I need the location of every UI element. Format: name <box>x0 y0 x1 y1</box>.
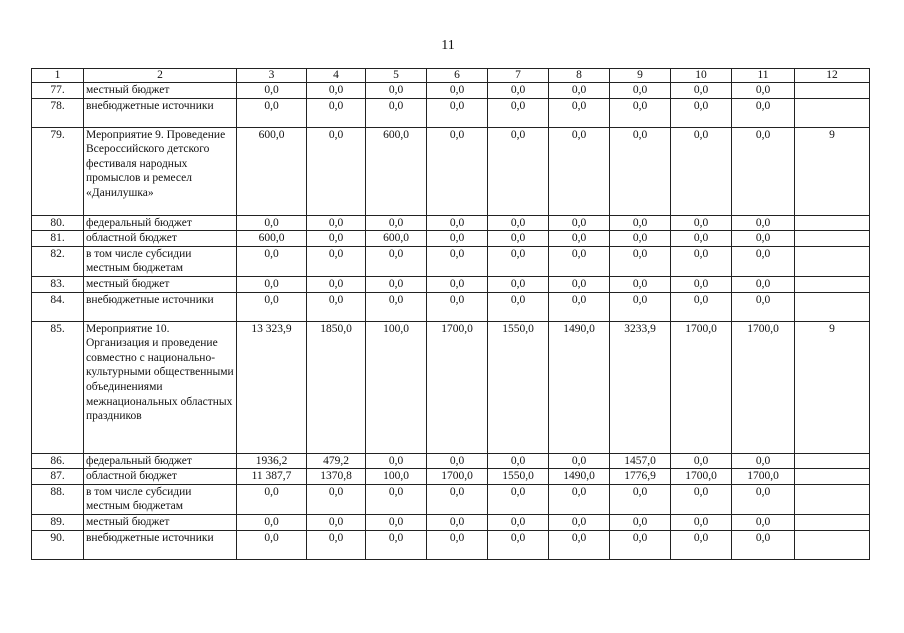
value-cell: 0,0 <box>549 530 610 559</box>
value-cell: 0,0 <box>671 127 732 215</box>
value-cell: 0,0 <box>732 514 795 530</box>
column-header: 5 <box>366 69 427 83</box>
value-cell: 1700,0 <box>732 469 795 485</box>
value-cell: 0,0 <box>488 231 549 247</box>
value-cell: 0,0 <box>427 453 488 469</box>
row-name: областной бюджет <box>84 231 237 247</box>
value-cell: 1936,2 <box>237 453 307 469</box>
value-cell: 0,0 <box>488 215 549 231</box>
value-cell: 0,0 <box>610 98 671 127</box>
value-cell: 0,0 <box>610 246 671 276</box>
value-cell: 0,0 <box>366 98 427 127</box>
table-row <box>32 484 870 514</box>
value-cell: 0,0 <box>427 530 488 559</box>
value-cell: 479,2 <box>307 453 366 469</box>
row-number: 84. <box>32 292 84 321</box>
table-row <box>32 321 870 453</box>
value-cell: 0,0 <box>366 484 427 514</box>
value-cell: 0,0 <box>549 453 610 469</box>
column-header: 4 <box>307 69 366 83</box>
row-name: федеральный бюджет <box>84 215 237 231</box>
value-cell: 0,0 <box>549 246 610 276</box>
value-cell: 100,0 <box>366 469 427 485</box>
value-cell: 1550,0 <box>488 469 549 485</box>
value-cell: 0,0 <box>610 83 671 99</box>
value-cell: 0,0 <box>732 127 795 215</box>
table-row <box>32 215 870 231</box>
note-cell <box>795 530 870 559</box>
value-cell: 0,0 <box>488 246 549 276</box>
value-cell: 600,0 <box>237 127 307 215</box>
column-header: 2 <box>84 69 237 83</box>
note-cell: 9 <box>795 127 870 215</box>
value-cell: 0,0 <box>671 98 732 127</box>
value-cell: 0,0 <box>671 530 732 559</box>
budget-table <box>31 68 870 560</box>
value-cell: 0,0 <box>307 127 366 215</box>
column-header: 3 <box>237 69 307 83</box>
column-header: 1 <box>32 69 84 83</box>
column-header: 12 <box>795 69 870 83</box>
value-cell: 13 323,9 <box>237 321 307 453</box>
value-cell: 0,0 <box>732 246 795 276</box>
value-cell: 0,0 <box>610 231 671 247</box>
value-cell: 0,0 <box>610 484 671 514</box>
value-cell: 0,0 <box>307 231 366 247</box>
value-cell: 0,0 <box>427 246 488 276</box>
value-cell: 0,0 <box>671 276 732 292</box>
value-cell: 600,0 <box>366 127 427 215</box>
value-cell: 1490,0 <box>549 469 610 485</box>
value-cell: 0,0 <box>549 98 610 127</box>
value-cell: 0,0 <box>671 514 732 530</box>
value-cell: 0,0 <box>732 231 795 247</box>
column-header: 11 <box>732 69 795 83</box>
value-cell: 0,0 <box>307 246 366 276</box>
value-cell: 0,0 <box>732 276 795 292</box>
header-row <box>32 69 870 83</box>
value-cell: 0,0 <box>366 292 427 321</box>
value-cell: 0,0 <box>237 246 307 276</box>
value-cell: 0,0 <box>307 292 366 321</box>
value-cell: 1700,0 <box>671 469 732 485</box>
value-cell: 0,0 <box>366 276 427 292</box>
value-cell: 0,0 <box>366 530 427 559</box>
value-cell: 0,0 <box>307 215 366 231</box>
value-cell: 0,0 <box>732 453 795 469</box>
value-cell: 0,0 <box>307 98 366 127</box>
table-row <box>32 276 870 292</box>
column-header: 10 <box>671 69 732 83</box>
value-cell: 0,0 <box>307 514 366 530</box>
value-cell: 0,0 <box>427 231 488 247</box>
row-name: федеральный бюджет <box>84 453 237 469</box>
value-cell: 0,0 <box>237 292 307 321</box>
value-cell: 0,0 <box>549 215 610 231</box>
row-number: 77. <box>32 83 84 99</box>
value-cell: 0,0 <box>549 127 610 215</box>
value-cell: 0,0 <box>671 292 732 321</box>
value-cell: 0,0 <box>427 98 488 127</box>
value-cell: 1700,0 <box>427 321 488 453</box>
value-cell: 0,0 <box>307 83 366 99</box>
value-cell: 11 387,7 <box>237 469 307 485</box>
value-cell: 0,0 <box>427 292 488 321</box>
value-cell: 0,0 <box>610 292 671 321</box>
value-cell: 0,0 <box>427 514 488 530</box>
column-header: 7 <box>488 69 549 83</box>
note-cell <box>795 98 870 127</box>
note-cell <box>795 231 870 247</box>
note-cell <box>795 484 870 514</box>
row-name: Мероприятие 10. Организация и проведение совместно с национально-культурными общественными объединениями межнациональных областных праздников <box>84 321 237 453</box>
row-name: внебюджетные источники <box>84 530 237 559</box>
value-cell: 0,0 <box>671 484 732 514</box>
row-number: 86. <box>32 453 84 469</box>
value-cell: 100,0 <box>366 321 427 453</box>
row-number: 79. <box>32 127 84 215</box>
value-cell: 0,0 <box>549 231 610 247</box>
note-cell <box>795 453 870 469</box>
value-cell: 0,0 <box>488 276 549 292</box>
value-cell: 0,0 <box>488 292 549 321</box>
row-number: 82. <box>32 246 84 276</box>
value-cell: 0,0 <box>549 514 610 530</box>
row-name: внебюджетные источники <box>84 98 237 127</box>
value-cell: 0,0 <box>610 514 671 530</box>
value-cell: 0,0 <box>427 127 488 215</box>
row-number: 89. <box>32 514 84 530</box>
value-cell: 0,0 <box>237 530 307 559</box>
table-row <box>32 98 870 127</box>
value-cell: 0,0 <box>366 453 427 469</box>
value-cell: 1490,0 <box>549 321 610 453</box>
value-cell: 0,0 <box>237 215 307 231</box>
row-name: в том числе субсидии местным бюджетам <box>84 246 237 276</box>
value-cell: 1700,0 <box>732 321 795 453</box>
table-row <box>32 469 870 485</box>
value-cell: 0,0 <box>549 83 610 99</box>
note-cell <box>795 469 870 485</box>
value-cell: 0,0 <box>237 276 307 292</box>
row-number: 88. <box>32 484 84 514</box>
value-cell: 0,0 <box>549 292 610 321</box>
value-cell: 0,0 <box>366 514 427 530</box>
value-cell: 0,0 <box>671 231 732 247</box>
value-cell: 0,0 <box>488 83 549 99</box>
note-cell <box>795 292 870 321</box>
value-cell: 0,0 <box>488 484 549 514</box>
note-cell: 9 <box>795 321 870 453</box>
column-header: 9 <box>610 69 671 83</box>
value-cell: 0,0 <box>237 98 307 127</box>
value-cell: 0,0 <box>671 83 732 99</box>
note-cell <box>795 246 870 276</box>
row-name: в том числе субсидии местным бюджетам <box>84 484 237 514</box>
table-row <box>32 514 870 530</box>
value-cell: 0,0 <box>307 276 366 292</box>
value-cell: 0,0 <box>610 530 671 559</box>
table-row <box>32 530 870 559</box>
table-row <box>32 127 870 215</box>
row-name: местный бюджет <box>84 83 237 99</box>
value-cell: 0,0 <box>671 453 732 469</box>
column-header: 6 <box>427 69 488 83</box>
value-cell: 0,0 <box>610 276 671 292</box>
row-number: 85. <box>32 321 84 453</box>
column-header: 8 <box>549 69 610 83</box>
value-cell: 0,0 <box>237 514 307 530</box>
value-cell: 1700,0 <box>427 469 488 485</box>
note-cell <box>795 276 870 292</box>
value-cell: 600,0 <box>237 231 307 247</box>
row-name: местный бюджет <box>84 514 237 530</box>
value-cell: 0,0 <box>671 246 732 276</box>
value-cell: 0,0 <box>427 276 488 292</box>
value-cell: 0,0 <box>488 453 549 469</box>
value-cell: 1457,0 <box>610 453 671 469</box>
value-cell: 0,0 <box>549 484 610 514</box>
value-cell: 0,0 <box>366 83 427 99</box>
row-number: 81. <box>32 231 84 247</box>
value-cell: 1370,8 <box>307 469 366 485</box>
value-cell: 0,0 <box>237 484 307 514</box>
value-cell: 0,0 <box>488 98 549 127</box>
value-cell: 1850,0 <box>307 321 366 453</box>
row-number: 87. <box>32 469 84 485</box>
row-number: 80. <box>32 215 84 231</box>
value-cell: 0,0 <box>488 127 549 215</box>
row-name: внебюджетные источники <box>84 292 237 321</box>
value-cell: 3233,9 <box>610 321 671 453</box>
table-row <box>32 83 870 99</box>
table-row <box>32 292 870 321</box>
value-cell: 0,0 <box>307 530 366 559</box>
row-name: Мероприятие 9. Проведение Всероссийского детского фестиваля народных промыслов и ремесел «Данилушка» <box>84 127 237 215</box>
table-row <box>32 231 870 247</box>
row-number: 90. <box>32 530 84 559</box>
value-cell: 0,0 <box>732 98 795 127</box>
value-cell: 0,0 <box>427 215 488 231</box>
value-cell: 0,0 <box>237 83 307 99</box>
value-cell: 1550,0 <box>488 321 549 453</box>
value-cell: 0,0 <box>427 484 488 514</box>
value-cell: 0,0 <box>427 83 488 99</box>
row-number: 83. <box>32 276 84 292</box>
value-cell: 0,0 <box>610 127 671 215</box>
value-cell: 600,0 <box>366 231 427 247</box>
note-cell <box>795 514 870 530</box>
row-name: областной бюджет <box>84 469 237 485</box>
value-cell: 0,0 <box>671 215 732 231</box>
value-cell: 0,0 <box>307 484 366 514</box>
row-name: местный бюджет <box>84 276 237 292</box>
value-cell: 1776,9 <box>610 469 671 485</box>
value-cell: 1700,0 <box>671 321 732 453</box>
value-cell: 0,0 <box>732 215 795 231</box>
value-cell: 0,0 <box>549 276 610 292</box>
value-cell: 0,0 <box>366 215 427 231</box>
value-cell: 0,0 <box>366 246 427 276</box>
value-cell: 0,0 <box>732 530 795 559</box>
value-cell: 0,0 <box>732 83 795 99</box>
value-cell: 0,0 <box>732 484 795 514</box>
page-number: 11 <box>441 38 455 53</box>
note-cell <box>795 83 870 99</box>
value-cell: 0,0 <box>732 292 795 321</box>
table-row <box>32 246 870 276</box>
note-cell <box>795 215 870 231</box>
value-cell: 0,0 <box>488 530 549 559</box>
table-row <box>32 453 870 469</box>
row-number: 78. <box>32 98 84 127</box>
value-cell: 0,0 <box>610 215 671 231</box>
value-cell: 0,0 <box>488 514 549 530</box>
